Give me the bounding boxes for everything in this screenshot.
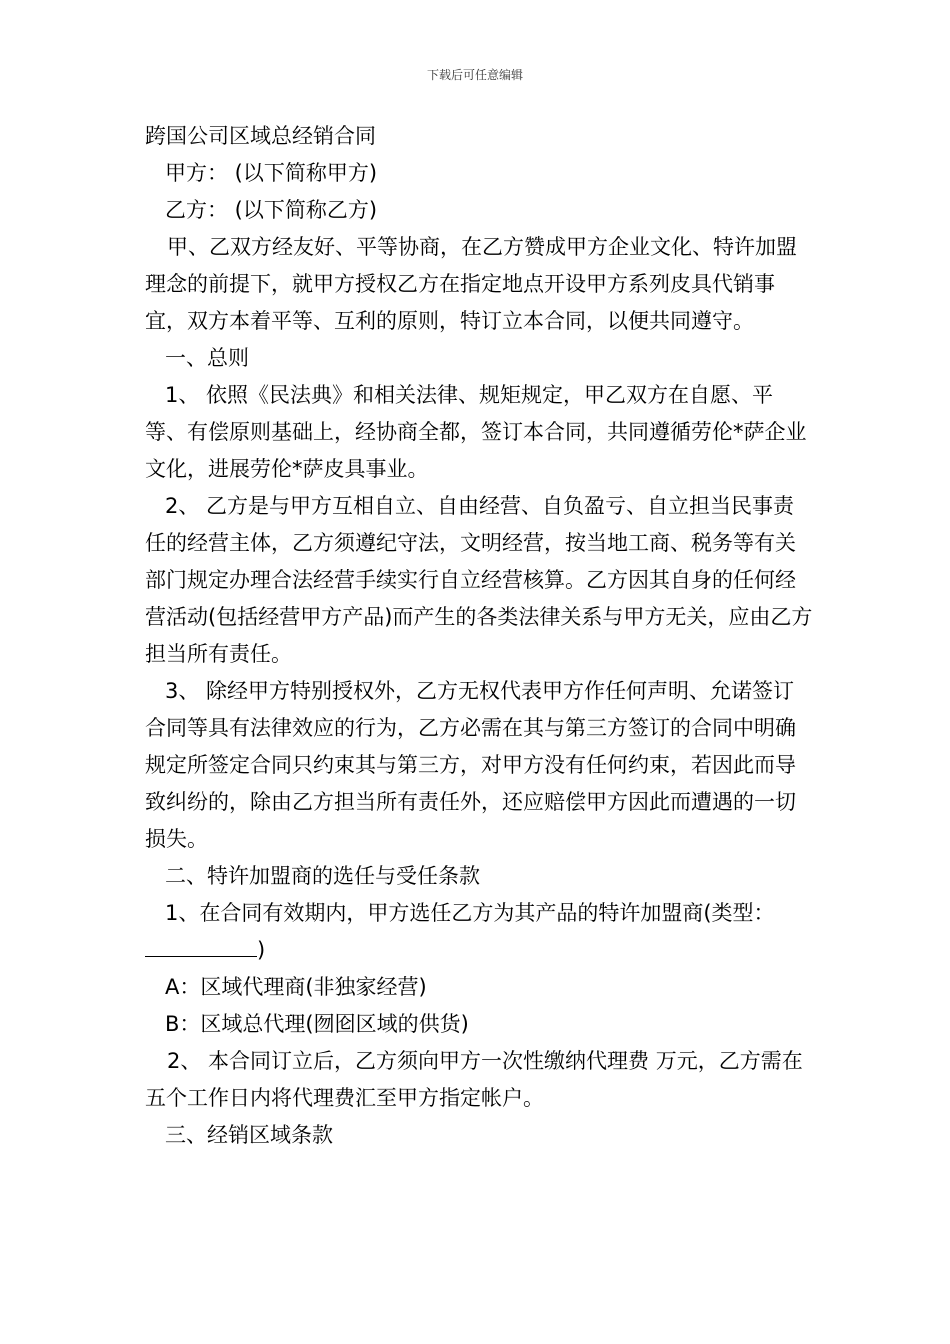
section-1-heading: 一、总则 <box>165 346 249 370</box>
section-2-option-b: B：区域总代理(囫囵区域的供货) <box>165 1012 469 1036</box>
preamble-paragraph: 甲、乙双方经友好、平等协商，在乙方赞成甲方企业文化、特许加盟理念的前提下，就甲方授权乙方在指定地点开设甲方系列皮具代销事宜，双方本着平等、互利的原则，特订立本合同，以便共同遵守。 <box>145 235 797 333</box>
section-2-item-1-text: 1、在合同有效期内，甲方选任乙方为其产品的特许加盟商(类型： <box>165 901 775 925</box>
party-a-line: 甲方： (以下简称甲方) <box>165 161 378 185</box>
section-2-heading: 二、特许加盟商的选任与受任条款 <box>165 864 480 888</box>
document-title: 跨国公司区域总经销合同 <box>145 124 376 148</box>
section-1-item-3: 3、 除经甲方特别授权外，乙方无权代表甲方作任何声明、允诺签订合同等具有法律效应的行为，乙方必需在其与第三方签订的合同中明确规定所签定合同只约束其与第三方，对甲方没有任何约束，若因此而导致纠纷的，除由乙方担当所有责任外，还应赔偿甲方因此而遭遇的一切损失。 <box>145 679 796 851</box>
document-body <box>145 118 815 1154</box>
type-blank-line <box>145 934 257 957</box>
section-2-item-1-close: ) <box>257 938 266 962</box>
section-2-option-a: A：区域代理商(非独家经营) <box>165 975 427 999</box>
section-1-item-2: 2、 乙方是与甲方互相自立、自由经营、自负盈亏、自立担当民事责任的经营主体，乙方须遵纪守法，文明经营，按当地工商、税务等有关部门规定办理合法经营手续实行自立经营核算。乙方因其自身的任何经营活动(包括经营甲方产品)而产生的各类法律关系与甲方无关，应由乙方担当所有责任。 <box>145 494 813 666</box>
section-2-item-1 <box>145 895 815 969</box>
party-b-line: 乙方： (以下简称乙方) <box>165 198 378 222</box>
section-2-item-2: 2、 本合同订立后，乙方须向甲方一次性缴纳代理费 万元，乙方需在五个工作日内将代理费汇至甲方指定帐户。 <box>145 1049 803 1110</box>
section-3-heading: 三、经销区域条款 <box>165 1123 333 1147</box>
section-1-item-1: 1、 依照《民法典》和相关法律、规矩规定，甲乙双方在自愿、平等、有偿原则基础上，经协商全都，签订本合同，共同遵循劳伦*萨企业文化，进展劳伦*萨皮具事业。 <box>145 383 807 481</box>
header-note: 下载后可任意编辑 <box>426 68 523 82</box>
